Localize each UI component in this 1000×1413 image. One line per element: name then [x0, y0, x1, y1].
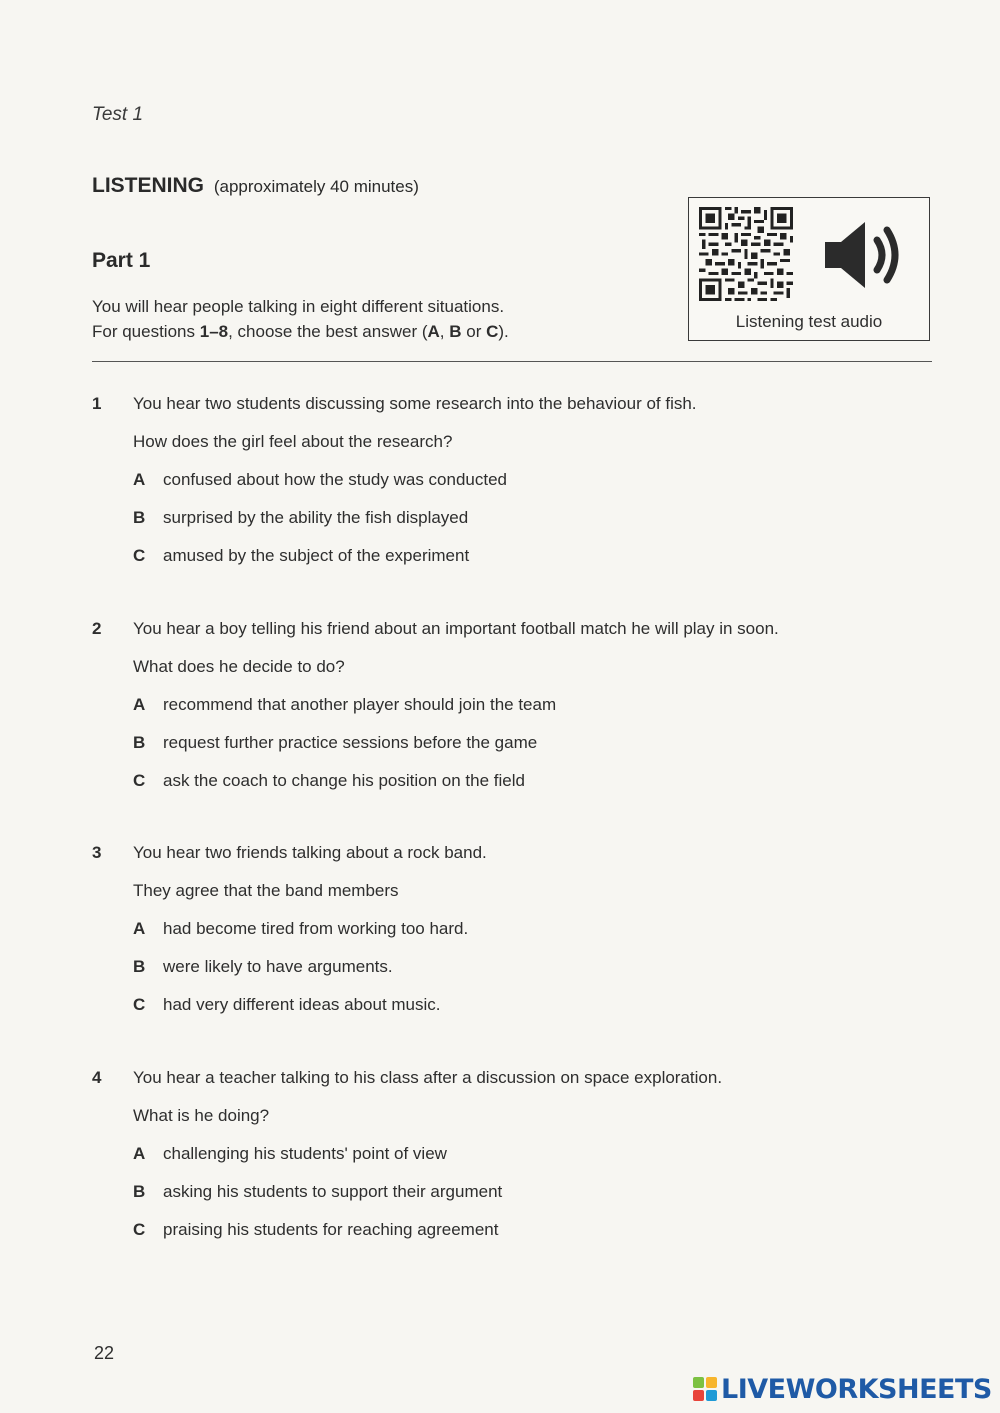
question-stem: You hear a boy telling his friend about an important football match he will play in soon. [133, 619, 779, 638]
brand-name: LIVEWORKSHEETS [721, 1373, 992, 1405]
instruction-line-2 [92, 319, 509, 344]
answer-option-c[interactable] [92, 1219, 932, 1257]
question-stem-row [92, 393, 932, 431]
part-instructions [92, 294, 509, 344]
option-text: praising his students for reaching agreement [163, 1220, 499, 1239]
page-number: 22 [94, 1343, 115, 1363]
option-letter: C [133, 1220, 146, 1239]
instruction-line-1: You will hear people talking in eight different situations. [92, 297, 505, 316]
option-letter: B [133, 1182, 146, 1201]
question-prompt: What is he doing? [133, 1106, 270, 1125]
option-text: asking his students to support their argument [163, 1182, 503, 1201]
answer-option-b[interactable] [92, 1181, 932, 1219]
option-text: challenging his students' point of view [163, 1144, 447, 1163]
option-letter: B [133, 508, 146, 527]
option-text: confused about how the study was conducted [163, 470, 508, 489]
question-stem: You hear two friends talking about a rock band. [133, 843, 487, 862]
instruction-range: 1–8 [199, 322, 229, 341]
instruction-option-c: C [486, 322, 499, 341]
answer-option-c[interactable] [92, 994, 932, 1032]
question-stem-row [92, 1067, 932, 1105]
option-text: surprised by the ability the fish displayed [163, 508, 469, 527]
option-text: recommend that another player should join the team [163, 695, 557, 714]
instruction-option-b: B [449, 322, 462, 341]
instruction-mid: , choose the best answer ( [228, 322, 428, 341]
option-letter: A [133, 470, 146, 489]
instruction-prefix: For questions [92, 322, 200, 341]
section-duration: (approximately 40 minutes) [213, 177, 419, 196]
instruction-option-a: A [427, 322, 440, 341]
option-text: were likely to have arguments. [163, 957, 393, 976]
option-letter: C [133, 771, 146, 790]
answer-option-a[interactable] [92, 1143, 932, 1181]
answer-option-a[interactable] [92, 469, 932, 507]
audio-label: Listening test audio [735, 312, 883, 331]
question-prompt: They agree that the band members [133, 881, 399, 900]
question-2 [92, 618, 932, 808]
option-letter: A [133, 1144, 146, 1163]
option-letter: C [133, 546, 146, 565]
option-text: request further practice sessions before the game [163, 733, 538, 752]
instruction-end: ). [498, 322, 509, 341]
answer-option-b[interactable] [92, 732, 932, 770]
question-prompt-row [92, 1105, 932, 1143]
answer-option-c[interactable] [92, 770, 932, 808]
instruction-sep-1: , [439, 322, 450, 341]
answer-option-a[interactable] [92, 694, 932, 732]
option-letter: A [133, 919, 146, 938]
question-prompt-row [92, 656, 932, 694]
option-letter: B [133, 733, 146, 752]
option-letter: B [133, 957, 146, 976]
question-number: 3 [92, 843, 102, 862]
option-letter: A [133, 695, 146, 714]
question-prompt: What does he decide to do? [133, 657, 345, 676]
instruction-sep-2: or [461, 322, 487, 341]
question-prompt-row [92, 880, 932, 918]
option-text: had become tired from working too hard. [163, 919, 469, 938]
section-heading [92, 174, 419, 198]
answer-option-c[interactable] [92, 545, 932, 583]
question-prompt-row [92, 431, 932, 469]
question-prompt: How does the girl feel about the research? [133, 432, 453, 451]
liveworksheets-logo-icon [692, 1376, 718, 1402]
part-title: Part 1 [92, 249, 151, 272]
question-number: 4 [92, 1068, 102, 1087]
question-3 [92, 842, 932, 1032]
question-number: 2 [92, 619, 102, 638]
question-number: 1 [92, 394, 102, 413]
question-stem: You hear a teacher talking to his class after a discussion on space exploration. [133, 1068, 723, 1087]
question-4 [92, 1067, 932, 1257]
speaker-icon[interactable] [821, 218, 905, 292]
section-title: LISTENING [92, 174, 205, 197]
test-label: Test 1 [92, 104, 144, 125]
question-stem-row [92, 842, 932, 880]
question-stem-row [92, 618, 932, 656]
question-1 [92, 393, 932, 583]
section-divider [92, 361, 932, 362]
option-text: ask the coach to change his position on the field [163, 771, 525, 790]
question-stem: You hear two students discussing some research into the behaviour of fish. [133, 394, 697, 413]
liveworksheets-brand[interactable] [692, 1374, 992, 1404]
answer-option-a[interactable] [92, 918, 932, 956]
option-letter: C [133, 995, 146, 1014]
qr-code-icon[interactable] [699, 207, 793, 301]
option-text: had very different ideas about music. [163, 995, 441, 1014]
answer-option-b[interactable] [92, 956, 932, 994]
option-text: amused by the subject of the experiment [163, 546, 470, 565]
audio-box[interactable] [688, 197, 930, 341]
answer-option-b[interactable] [92, 507, 932, 545]
